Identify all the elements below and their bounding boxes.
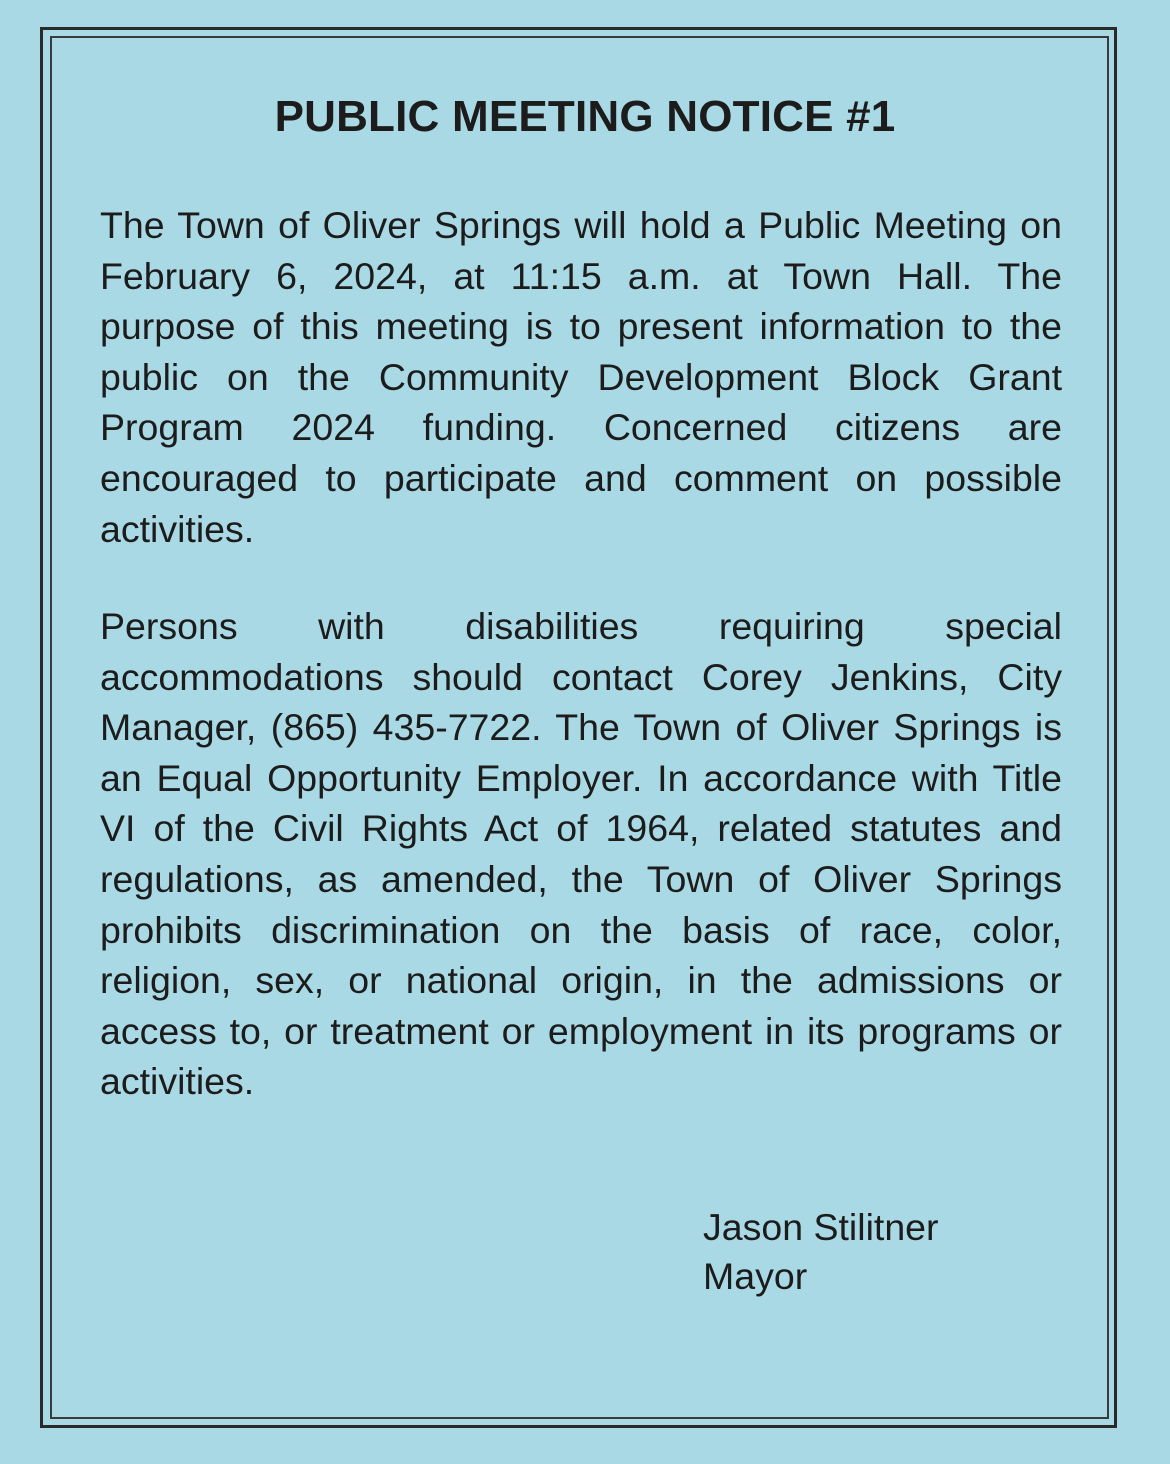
accommodations-paragraph: Persons with disabilities requiring special accommodations should contact Corey Jenkins, City Manager, (865) 435-7722. The Town of Oliver Springs is an Equal Opportunity Employer. In accordance with Title VI of the Civil Rights Act of 1964, related statutes and regulations, as amended, the Town of Oliver Springs prohibits discrimination on the basis of race, color, religion, sex, or national origin, in the admissions or access to, or treatment or employment in its programs or activities.	[100, 605, 1062, 1103]
signature-title: Mayor	[703, 1255, 808, 1297]
meeting-paragraph: The Town of Oliver Springs will hold a Public Meeting on February 6, 2024, at 11:15 a.m. at Town Hall. The purpose of this meeting is to present information to the public on the Community Development Block Grant Program 2024 funding. Concerned citizens are encouraged to participate and comment on possible activities.	[100, 204, 1062, 550]
signature-name: Jason Stilitner	[703, 1206, 939, 1248]
notice-title: PUBLIC MEETING NOTICE #1	[274, 92, 896, 141]
